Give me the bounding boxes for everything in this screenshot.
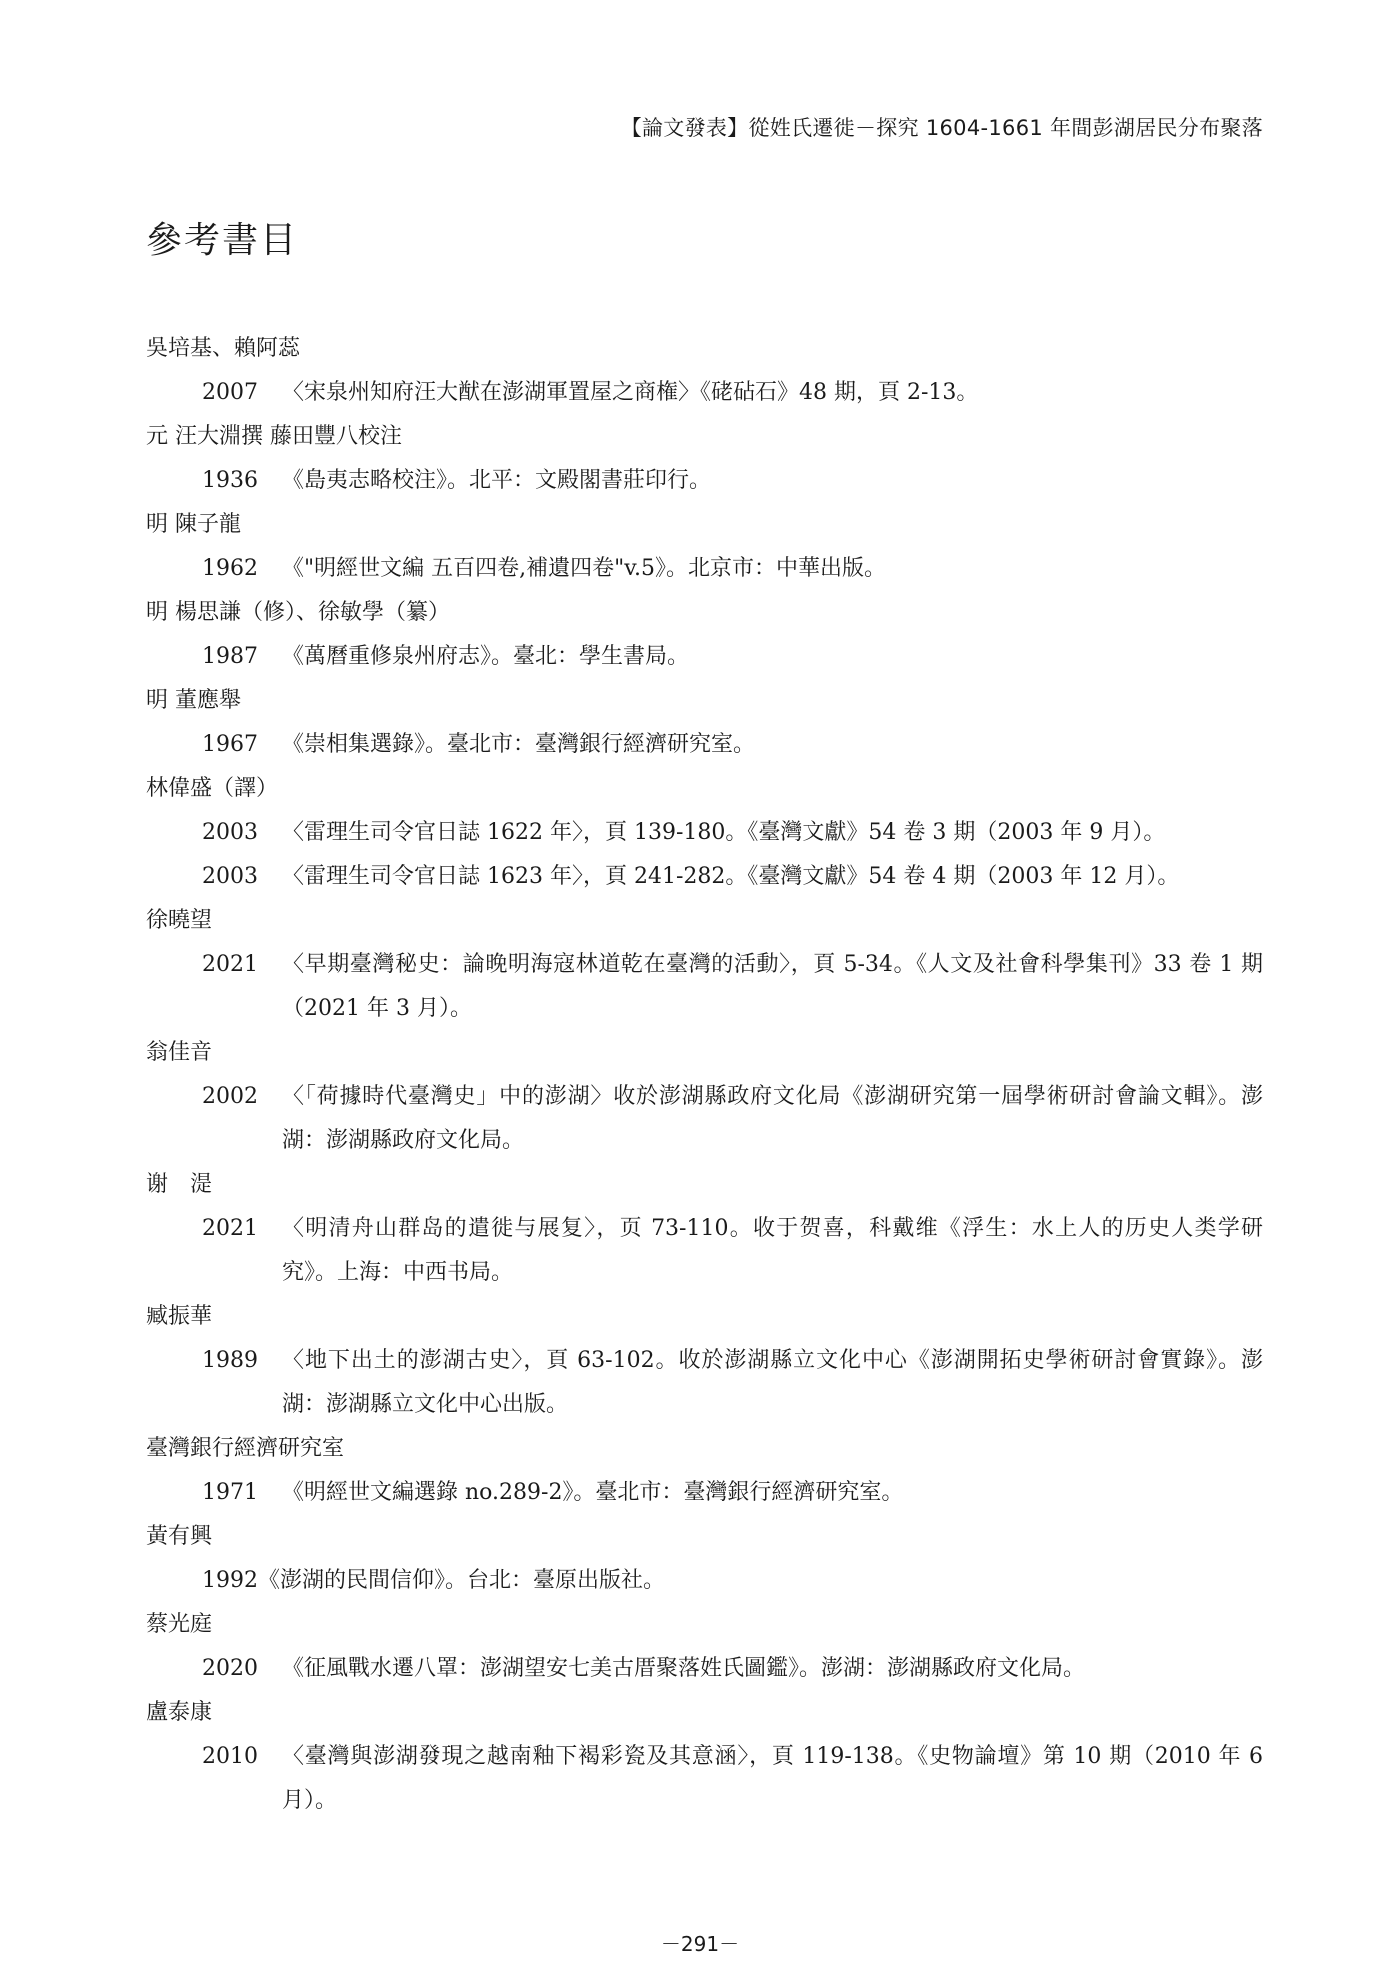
bib-author: 明 楊思謙（修）、徐敏學（纂） <box>146 600 450 625</box>
bib-entry <box>146 855 1263 899</box>
bib-citation: 《"明經世文編 五百四卷,補遺四卷"v.5》。北京市：中華出版。 <box>282 556 887 581</box>
bib-entry <box>146 1471 1263 1515</box>
bib-group <box>146 415 1263 503</box>
bib-citation: 《崇相集選錄》。臺北市：臺灣銀行經濟研究室。 <box>282 732 756 757</box>
bib-year: 2021 <box>202 952 258 977</box>
bib-year: 2002 <box>202 1084 258 1109</box>
section-title: 參考書目 <box>146 220 299 261</box>
bib-year: 2010 <box>202 1744 258 1769</box>
bib-year: 2007 <box>202 380 258 405</box>
bib-citation: 〈「荷據時代臺灣史」中的澎湖〉收於澎湖縣政府文化局《澎湖研究第一屆學術研討會論文輯》。澎湖：澎湖縣政府文化局。 <box>282 1084 1263 1153</box>
bib-group <box>146 767 1263 899</box>
bib-entry <box>146 943 1263 1031</box>
bib-entry <box>146 811 1263 855</box>
bib-author: 谢 湜 <box>146 1172 213 1197</box>
bib-author: 明 陳子龍 <box>146 512 241 537</box>
bib-group <box>146 503 1263 591</box>
bib-citation: 《征風戰水遷八罩：澎湖望安七美古厝聚落姓氏圖鑑》。澎湖：澎湖縣政府文化局。 <box>282 1656 1086 1681</box>
bib-citation: 〈地下出土的澎湖古史〉，頁 63-102。收於澎湖縣立文化中心《澎湖開拓史學術研討會實錄》。澎湖：澎湖縣立文化中心出版。 <box>282 1348 1263 1417</box>
bib-author: 蔡光庭 <box>146 1612 213 1637</box>
bib-year: 2003 <box>202 864 258 889</box>
bib-author: 臧振華 <box>146 1304 213 1329</box>
bib-citation: 〈雷理生司令官日誌 1623 年〉，頁 241-282。《臺灣文獻》54 卷 4 期（2003 年 12 月）。 <box>282 864 1180 889</box>
bib-citation: 〈早期臺灣秘史：論晚明海寇林道乾在臺灣的活動〉，頁 5-34。《人文及社會科學集刊》33 卷 1 期（2021 年 3 月）。 <box>282 952 1263 1021</box>
bib-citation: 〈臺灣與澎湖發現之越南釉下褐彩瓷及其意涵〉，頁 119-138。《史物論壇》第 10 期（2010 年 6 月）。 <box>282 1744 1263 1813</box>
bib-citation: 《萬曆重修泉州府志》。臺北：學生書局。 <box>282 644 690 669</box>
bib-author: 翁佳音 <box>146 1040 213 1065</box>
bib-group <box>146 679 1263 767</box>
bib-group <box>146 591 1263 679</box>
bib-citation: 〈雷理生司令官日誌 1622 年〉，頁 139-180。《臺灣文獻》54 卷 3 期（2003 年 9 月）。 <box>282 820 1166 845</box>
bib-entry <box>146 1339 1263 1427</box>
bib-year: 2021 <box>202 1216 258 1241</box>
bib-citation: 《澎湖的民間信仰》。台北：臺原出版社。 <box>258 1568 666 1593</box>
bib-author: 盧泰康 <box>146 1700 213 1725</box>
bib-group <box>146 899 1263 1031</box>
bib-entry <box>146 1207 1263 1295</box>
bib-year: 1971 <box>202 1480 258 1505</box>
bib-group <box>146 1295 1263 1427</box>
bib-citation: 《明經世文編選錄 no.289-2》。臺北市：臺灣銀行經濟研究室。 <box>282 1480 904 1505</box>
bib-entry <box>146 1075 1263 1163</box>
bib-citation: 〈宋泉州知府汪大猷在澎湖軍置屋之商権〉《硓砧石》48 期，頁 2-13。 <box>282 380 979 405</box>
bib-group <box>146 1515 1263 1603</box>
bib-author: 徐曉望 <box>146 908 213 933</box>
bib-group <box>146 1603 1263 1691</box>
page-number: －291－ <box>660 1932 740 1956</box>
bib-citation: 〈明清舟山群岛的遣徙与展复〉，页 73-110。收于贺喜，科戴维《浮生：水上人的历史人类学研究》。上海：中西书局。 <box>282 1216 1263 1285</box>
bib-entry <box>146 371 1263 415</box>
bib-year: 1967 <box>202 732 258 757</box>
bib-group <box>146 1427 1263 1515</box>
bib-year: 1962 <box>202 556 258 581</box>
bib-entry <box>146 1735 1263 1823</box>
bib-entry <box>146 723 1263 767</box>
bib-author: 黃有興 <box>146 1524 213 1549</box>
bib-group <box>146 1691 1263 1823</box>
bib-author: 林偉盛（譯） <box>146 776 279 801</box>
bib-entry <box>146 1559 1263 1603</box>
bib-author: 明 董應舉 <box>146 688 241 713</box>
bib-group <box>146 1163 1263 1295</box>
bib-year: 2003 <box>202 820 258 845</box>
bib-citation: 《島夷志略校注》。北平：文殿閣書莊印行。 <box>282 468 712 493</box>
bib-group <box>146 1031 1263 1163</box>
bibliography-list <box>146 327 1263 1823</box>
bib-year: 1936 <box>202 468 258 493</box>
bib-year: 1992 <box>202 1568 258 1593</box>
bib-year: 1987 <box>202 644 258 669</box>
bib-group <box>146 327 1263 415</box>
bib-author: 元 汪大淵撰 藤田豐八校注 <box>146 424 402 449</box>
bib-entry <box>146 1647 1263 1691</box>
bib-entry <box>146 635 1263 679</box>
bib-year: 2020 <box>202 1656 258 1681</box>
bib-entry <box>146 459 1263 503</box>
bib-entry <box>146 547 1263 591</box>
bib-author: 吳培基、賴阿蕊 <box>146 336 301 361</box>
running-header: 【論文發表】從姓氏遷徙－探究 1604-1661 年間彭湖居民分布聚落 <box>620 116 1263 140</box>
bib-author: 臺灣銀行經濟研究室 <box>146 1436 345 1461</box>
bib-year: 1989 <box>202 1348 258 1373</box>
